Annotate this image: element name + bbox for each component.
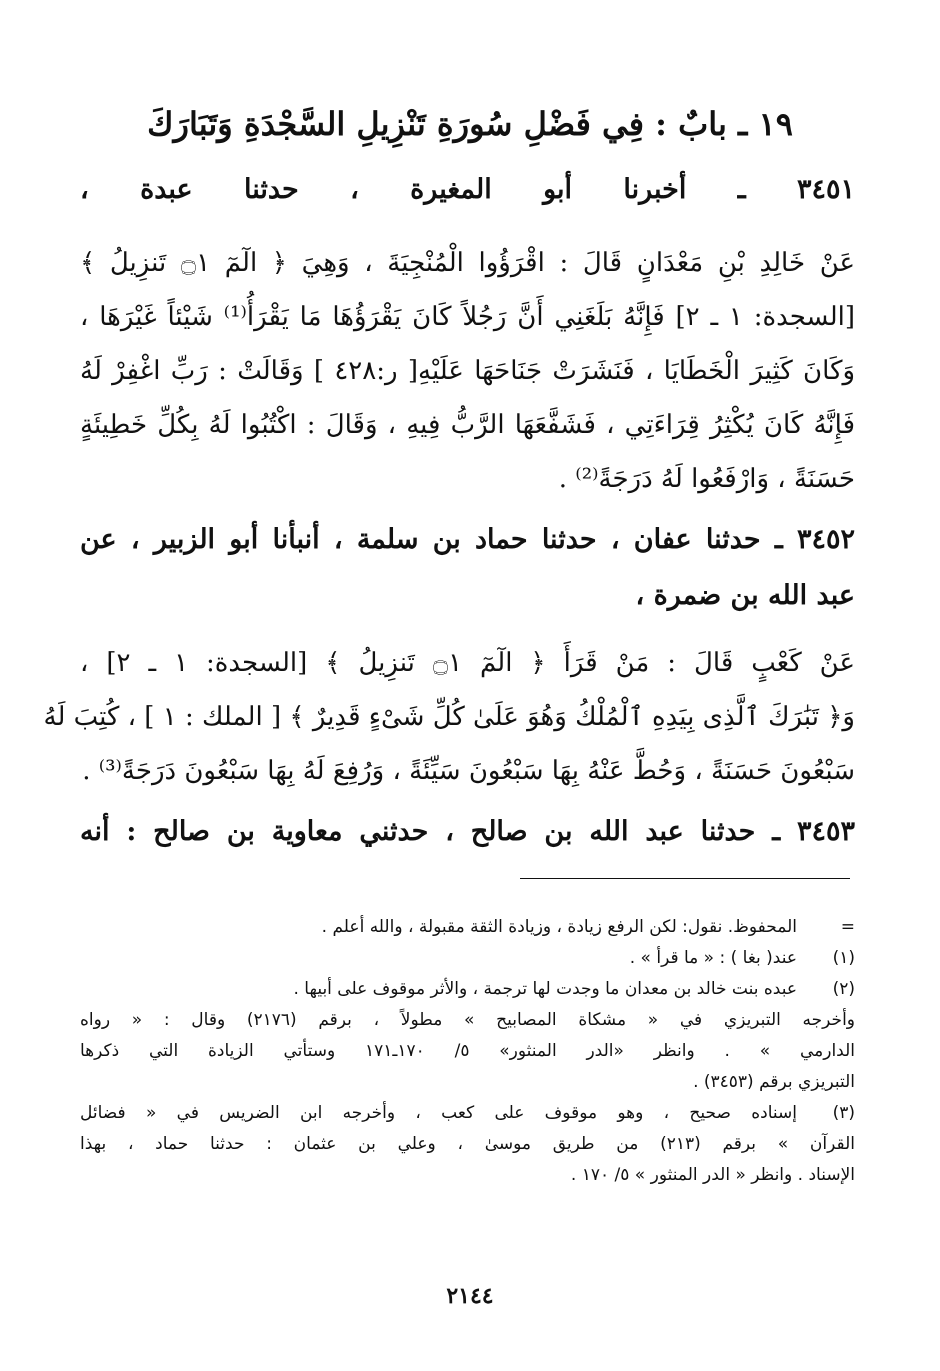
matn-line: وَ﴿ تَبَٰرَكَ ٱلَّذِى بِيَدِهِ ٱلْمُلْكُ وَهُوَ عَلَىٰ كُلِّ شَىْءٍ قَدِيرٌ ﴾ [ الملك : ١ ] ، كُتِبَ لَهُ [43,702,855,732]
matn-line: عَنْ كَعْبٍ قَالَ : مَنْ قَرَأَ ﴿ الٓمٓ ۝١ تَنزِيلُ ﴾ [السجدة: ١ ـ ٢] ، [80,648,855,678]
footnote-mark: (٢) [832,979,855,999]
matn-line: [السجدة: ١ ـ ٢] فَإِنَّهُ بَلَغَنِي أَنَّ رَجُلاً كَانَ يَقْرَؤُهَا مَا يَقْرَأُ⁽¹⁾ شَيْئاً غَيْرَهَا ، [80,302,855,332]
matn-line: عَنْ خَالِدِ بْنِ مَعْدَانٍ قَالَ : اقْرَؤُوا الْمُنْجِيَةَ ، وَهِيَ ﴿ الٓمٓ ۝١ تَنزِيلُ ﴾ [80,248,855,278]
footnote-line: التبريزي برقم (٣٤٥٣) . [693,1072,855,1092]
footnote-line: عند( بغا ) : « ما قرأ » . [629,948,797,968]
hadith-3451-matn [80,236,855,506]
footnote-1 [80,943,855,974]
footnote-2-continuation [80,1005,855,1098]
footnote-line: الدارمي » . وانظر «الدر المنثور» ٥/ ١٧٠ـ١٧١ وستأتي الزيادة التي ذكرها [80,1041,855,1061]
footnote-line: عبده بنت خالد بن معدان ما وجدت لها ترجمة ، والأثر موقوف على أبيها . [293,979,797,999]
hadith-3452-isnad-line: ٣٤٥٢ ـ حدثنا عفان ، حدثنا حماد بن سلمة ، أنبأنا أبو الزبير ، عن [80,524,855,555]
footnote-line: المحفوظ. نقول: لكن الرفع زيادة ، وزيادة الثقة مقبولة ، والله أعلم . [321,917,797,937]
footnote-separator [520,878,850,879]
footnote-mark: (١) [832,948,855,968]
matn-line: سَبْعُونَ حَسَنَةً ، وَحُطَّ عَنْهُ بِهَا سَبْعُونَ سَيِّئَةً ، وَرُفِعَ لَهُ بِهَا سَبْعُونَ دَرَجَةً⁽³⁾ . [82,756,855,786]
hadith-3451-isnad: ٣٤٥١ ـ أخبرنا أبو المغيرة ، حدثنا عبدة ، [80,174,855,205]
footnote-2 [80,974,855,1005]
footnote-line: الإسناد . وانظر « الدر المنثور » ٥/ ١٧٠ . [570,1165,855,1185]
footnote-mark: (٣) [832,1103,855,1123]
matn-line: فَإِنَّهُ كَانَ يُكْثِرُ قِرَاءَتِي ، فَشَفَّعَهَا الرَّبُّ فِيهِ ، وَقَالَ : اكْتُبُوا لَهُ بِكُلِّ خَطِيئَةٍ [80,410,855,440]
footnote-continued [80,912,855,943]
matn-line: حَسَنَةً ، وَارْفَعُوا لَهُ دَرَجَةً⁽²⁾ . [558,464,855,494]
footnote-line: القرآن » برقم (٢١٣) من طريق موسىٰ ، وعلي بن عثمان : حدثنا حماد ، بهذا [80,1134,855,1154]
page-number: ٢١٤٤ [446,1283,494,1309]
chapter-title: ١٩ ـ بابٌ : فِي فَضْلِ سُورَةِ تَنْزِيلِ السَّجْدَةِ وَتَبَارَكَ [147,105,793,143]
hadith-3452-matn [43,636,855,798]
footnotes [80,912,855,1191]
hadith-3452-isnad-line: عبد الله بن ضمرة ، [635,580,855,611]
hadith-3453-isnad: ٣٤٥٣ ـ حدثنا عبد الله بن صالح ، حدثني معاوية بن صالح : أنه [80,816,855,847]
footnote-3 [80,1098,855,1129]
footnote-line: وأخرجه التبريزي في « مشكاة المصابيح » مطولاً ، برقم (٢١٧٦) وقال : « رواه [80,1010,855,1030]
footnote-line: إسناده صحيح ، وهو موقوف على كعب ، وأخرجه ابن الضريس في « فضائل [80,1103,797,1123]
matn-line: وَكَانَ كَثِيرَ الْخَطَايَا ، فَنَشَرَتْ جَنَاحَهَا عَلَيْهِ[ ر:٤٢٨ ] وَقَالَتْ : رَبِّ اغْفِرْ لَهُ [80,356,855,386]
footnote-mark: = [840,917,855,937]
footnote-3-continuation [80,1129,855,1191]
